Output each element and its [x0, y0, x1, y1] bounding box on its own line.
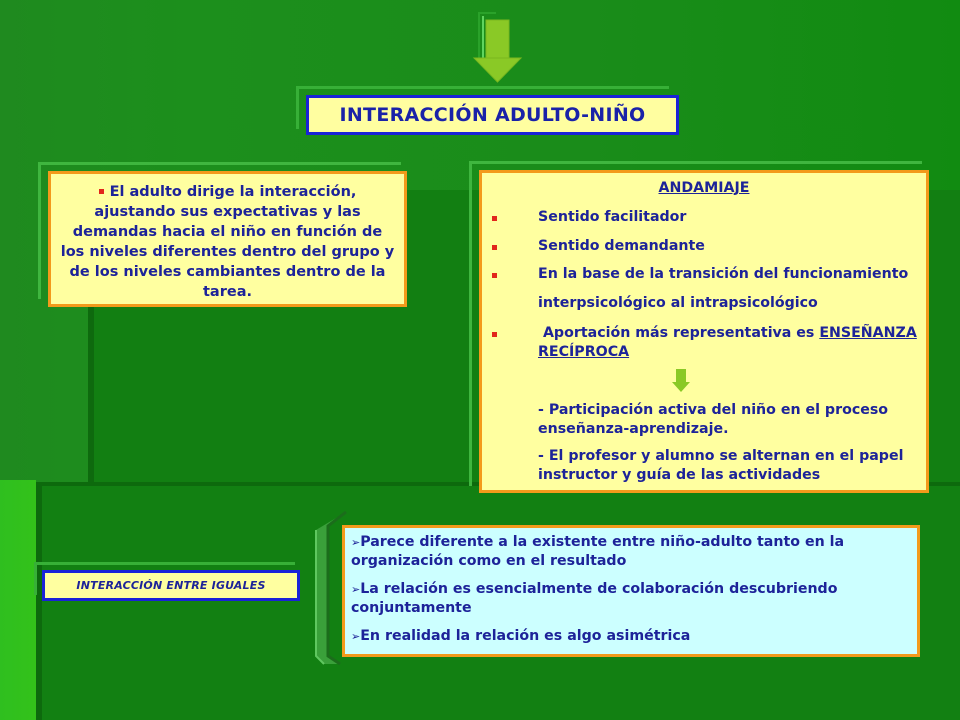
andamiaje-box: ANDAMIAJE Sentido facilitador Sentido demandante En la base de la transición del funcionamiento interpsicológico al intrapsicológico Aportación más representativa es ENSEÑANZA RECÍPROCA - Participación activa del niño en el proceso enseñanza-aprendizaje. - El profesor y alumno se alternan en el papel instructor y guía de las actividades	[479, 170, 929, 493]
andamiaje-heading: ANDAMIAJE	[658, 180, 750, 196]
bullet-square-icon	[492, 216, 497, 221]
bullet-square-icon	[99, 189, 104, 194]
andamiaje-dash-item: - Participación activa del niño en el proceso enseñanza-aprendizaje.	[538, 402, 889, 437]
bullet-square-icon	[492, 245, 497, 250]
iguales-point: ➢En realidad la relación es algo asimétrica	[351, 628, 691, 644]
iguales-point: ➢La relación es esencialmente de colaboración descubriendo conjuntamente	[351, 581, 838, 616]
bullet-square-icon	[492, 273, 497, 278]
adult-guidance-text: El adulto dirige la interacción, ajustando sus expectativas y las demandas hacia el niño en función de los niveles diferentes dentro del grupo y de los niveles cambiantes dentro de la tarea.	[60, 184, 395, 300]
bullet-square-icon	[492, 332, 497, 337]
small-arrow-down-icon	[672, 369, 690, 393]
adult-guidance-box	[48, 171, 407, 307]
reciproca-link: RECÍPROCA	[538, 344, 630, 360]
arrow-down-icon	[462, 10, 524, 84]
iguales-label: INTERACCIÓN ENTRE IGUALES	[42, 570, 300, 601]
arrow-bullet-icon: ➢	[351, 583, 361, 596]
arrow-bullet-icon: ➢	[351, 630, 361, 643]
page-title: INTERACCIÓN ADULTO-NIÑO	[306, 95, 679, 135]
iguales-point: ➢Parece diferente a la existente entre niño-adulto tanto en la organización como en el resultado	[351, 534, 845, 569]
left-bright-strip	[0, 480, 36, 720]
ensenanza-link: ENSEÑANZA	[819, 325, 917, 341]
arrow-bullet-icon: ➢	[351, 536, 361, 549]
iguales-points-box	[342, 525, 920, 657]
andamiaje-dash-item: - El profesor y alumno se alternan en el papel instructor y guía de las actividades	[538, 448, 904, 483]
